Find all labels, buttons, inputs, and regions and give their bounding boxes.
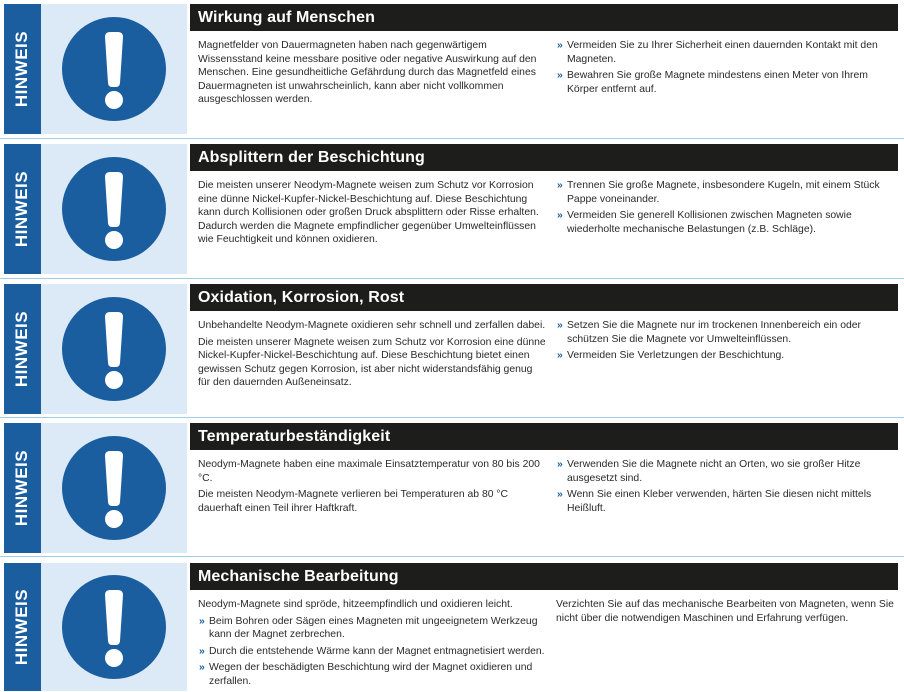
notice-content xyxy=(190,563,898,687)
body-paragraph: Neodym-Magnete haben eine maximale Einsatztemperatur von 80 bis 200 °C. xyxy=(198,459,540,484)
body-paragraph: Verzichten Sie auf das mechanische Bearbeiten von Magneten, wenn Sie nicht über die notwendigen Maschinen und Erfahrung verfügen. xyxy=(556,599,894,624)
bullet-item xyxy=(556,179,898,206)
bullet-mark: » xyxy=(557,489,563,501)
title-bar xyxy=(190,563,898,590)
bullet-item xyxy=(556,319,898,346)
notice-block xyxy=(4,4,898,134)
notice-block xyxy=(4,423,898,553)
bullet-text: Trennen Sie große Magnete, insbesondere Kugeln, mit einem Stück Pappe voneinander. xyxy=(567,180,880,205)
notice-title: Mechanische Bearbeitung xyxy=(198,567,399,585)
body-paragraph: Die meisten unserer Magnete weisen zum Schutz vor Korrosion eine dünne Nickel-Kupfer-Nickel-Beschichtung auf. Diese Beschichtung bietet einen gewissen Schutz gegen Korrosion, ist aber nicht widerstandsfähig genug für den dauernden Außeneinsatz. xyxy=(198,336,546,389)
title-bar xyxy=(190,144,898,171)
bullet-mark: » xyxy=(199,645,205,657)
icon-panel xyxy=(41,144,187,274)
bullet-item xyxy=(556,69,898,96)
body-paragraph: Unbehandelte Neodym-Magnete oxidieren sehr schnell und zerfallen dabei. xyxy=(198,320,546,331)
bullet-item xyxy=(556,349,898,363)
bullet-item xyxy=(556,488,898,515)
bullet-text: Verwenden Sie die Magnete nicht an Orten, wo sie großer Hitze ausgesetzt sind. xyxy=(567,459,861,484)
icon-panel xyxy=(41,4,187,134)
bullet-item xyxy=(556,209,898,236)
notice-content xyxy=(190,284,898,389)
bullet-text: Vermeiden Sie generell Kollisionen zwischen Magneten sowie wiederholte mechanische Belastungen (z.B. Schläge). xyxy=(567,210,852,235)
exclamation-circle-icon xyxy=(62,17,166,121)
icon-panel xyxy=(41,563,187,691)
side-label-text: HINWEIS xyxy=(12,449,32,527)
side-label-text: HINWEIS xyxy=(12,588,32,666)
bullet-text: Vermeiden Sie Verletzungen der Beschichtung. xyxy=(567,350,785,362)
title-bar xyxy=(190,4,898,31)
exclamation-circle-icon xyxy=(62,436,166,540)
section-divider xyxy=(0,278,904,279)
notice-title: Absplittern der Beschichtung xyxy=(198,148,425,166)
title-bar xyxy=(190,423,898,450)
left-column xyxy=(198,179,546,250)
side-label-bar xyxy=(4,284,41,414)
side-label-bar xyxy=(4,563,41,691)
notice-block xyxy=(4,563,898,691)
bullet-mark: » xyxy=(557,210,563,222)
bullet-text: Wenn Sie einen Kleber verwenden, härten Sie diesen nicht mittels Heißluft. xyxy=(567,489,872,514)
bullet-mark: » xyxy=(557,320,563,331)
icon-panel xyxy=(41,423,187,553)
bullet-item xyxy=(198,615,546,642)
side-label-bar xyxy=(4,144,41,274)
notice-block xyxy=(4,144,898,274)
bullet-text: Setzen Sie die Magnete nur im trockenen Innenbereich ein oder schützen Sie die Magnete vor Umwelteinflüssen. xyxy=(567,320,862,345)
bullet-mark: » xyxy=(557,350,563,362)
bullet-text: Wegen der beschädigten Beschichtung wird der Magnet oxidieren und zerfallen. xyxy=(209,662,533,687)
side-label-bar xyxy=(4,4,41,134)
left-column xyxy=(198,39,546,110)
bullet-item xyxy=(556,458,898,485)
notice-title: Wirkung auf Menschen xyxy=(198,8,375,26)
bullet-item xyxy=(198,645,546,659)
section-divider xyxy=(0,417,904,418)
title-bar xyxy=(190,284,898,311)
side-label-bar xyxy=(4,423,41,553)
right-column xyxy=(556,179,898,239)
notice-content xyxy=(190,423,898,514)
exclamation-circle-icon xyxy=(62,297,166,401)
notice-content xyxy=(190,144,898,246)
body-paragraph: Die meisten Neodym-Magnete verlieren bei Temperaturen ab 80 °C dauerhaft einen Teil ihrer Haftkraft. xyxy=(198,489,509,514)
right-column xyxy=(556,458,898,518)
bullet-text: Vermeiden Sie zu Ihrer Sicherheit einen dauernden Kontakt mit den Magneten. xyxy=(567,40,878,65)
bullet-text: Bewahren Sie große Magnete mindestens einen Meter von Ihrem Körper entfernt auf. xyxy=(567,70,868,95)
bullet-mark: » xyxy=(557,40,563,51)
bullet-text: Durch die entstehende Wärme kann der Magnet entmagnetisiert werden. xyxy=(209,645,545,657)
icon-panel xyxy=(41,284,187,414)
bullet-mark: » xyxy=(557,459,563,470)
bullet-mark: » xyxy=(557,180,563,191)
notice-title: Temperaturbeständigkeit xyxy=(198,427,391,445)
exclamation-circle-icon xyxy=(62,575,166,679)
left-column xyxy=(198,458,546,518)
left-column xyxy=(198,598,546,692)
bullet-item xyxy=(198,661,546,688)
exclamation-circle-icon xyxy=(62,157,166,261)
bullet-item xyxy=(556,39,898,66)
notice-block xyxy=(4,284,898,414)
notice-content xyxy=(190,4,898,106)
left-column xyxy=(198,319,546,393)
side-label-text: HINWEIS xyxy=(12,30,32,108)
side-label-text: HINWEIS xyxy=(12,170,32,248)
right-column xyxy=(556,39,898,99)
right-column xyxy=(556,598,898,628)
side-label-text: HINWEIS xyxy=(12,310,32,388)
bullet-text: Beim Bohren oder Sägen eines Magneten mit ungeeignetem Werkzeug kann der Magnet zerbrechen. xyxy=(209,615,538,641)
notice-title: Oxidation, Korrosion, Rost xyxy=(198,288,405,306)
body-paragraph: Magnetfelder von Dauermagneten haben nach gegenwärtigem Wissensstand keine messbare positive oder negative Auswirkung auf den Menschen. Eine gesundheitliche Gefährdung durch das Magnetfeld eines Dauermagneten ist unwahrscheinlich, kann aber nicht vollkommen ausgeschlossen werden. xyxy=(198,40,537,106)
bullet-mark: » xyxy=(199,615,205,627)
section-divider xyxy=(0,556,904,557)
bullet-mark: » xyxy=(199,662,205,674)
body-paragraph: Neodym-Magnete sind spröde, hitzeempfindlich und oxidieren leicht. xyxy=(198,599,513,610)
section-divider xyxy=(0,138,904,139)
body-paragraph: Die meisten unserer Neodym-Magnete weisen zum Schutz vor Korrosion eine dünne Nickel-Kupfer-Nickel-Beschichtung auf. Diese Beschichtung kann durch Kollisionen oder großen Druck absplittern oder Risse erhalten. Dadurch werden die Magnete empfindlicher gegenüber Umwelteinflüssen wie Feuchtigkeit und können oxidieren. xyxy=(198,180,539,246)
bullet-mark: » xyxy=(557,70,563,82)
right-column xyxy=(556,319,898,366)
